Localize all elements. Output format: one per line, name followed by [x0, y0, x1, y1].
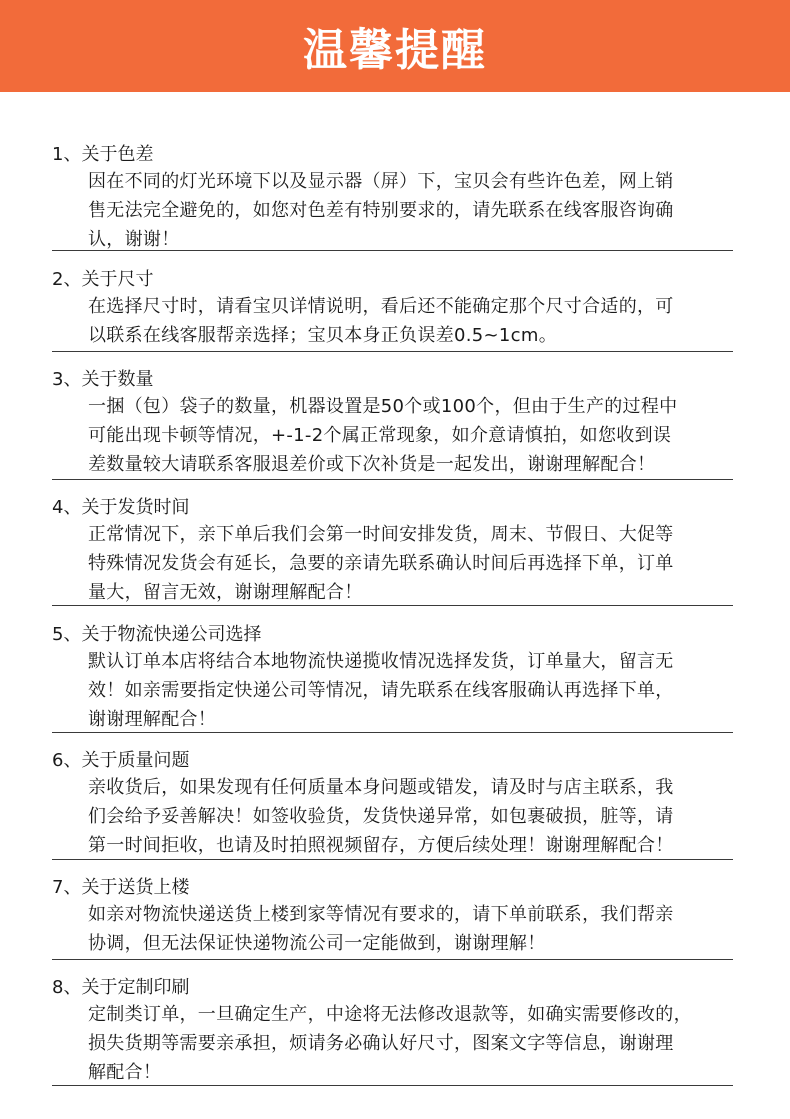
- notice-line: 损失货期等需要亲承担，烦请务必确认好尺寸，图案文字等信息，谢谢理: [88, 1033, 674, 1054]
- notice-line: 第一时间拒收，也请及时拍照视频留存，方便后续处理！谢谢理解配合！: [88, 835, 674, 856]
- page-title: 温馨提醒: [303, 25, 487, 76]
- notice-line: 以联系在线客服帮亲选择；宝贝本身正负误差0.5~1cm。: [88, 325, 557, 346]
- notice-line: 解配合！: [88, 1062, 162, 1083]
- notice-shipping-time: [52, 496, 738, 607]
- notice-line: 谢谢理解配合！: [88, 709, 217, 730]
- notice-line: 量大，留言无效，谢谢理解配合！: [88, 582, 363, 603]
- notice-line: 如亲对物流快递送货上楼到家等情况有要求的，请下单前联系，我们帮亲: [88, 904, 674, 925]
- notice-body: [88, 167, 738, 254]
- notice-quality-issues: [52, 749, 738, 860]
- notice-line: 默认订单本店将结合本地物流快递揽收情况选择发货，订单量大，留言无: [88, 651, 674, 672]
- divider: [52, 859, 733, 860]
- notice-line: 亲收货后，如果发现有任何质量本身问题或错发，请及时与店主联系，我: [88, 777, 674, 798]
- divider: [52, 351, 733, 352]
- notice-body: [88, 773, 738, 860]
- notice-body: [88, 392, 738, 479]
- divider: [52, 732, 733, 733]
- notice-body: [88, 1000, 738, 1087]
- notice-heading: 6、关于质量问题: [52, 750, 190, 771]
- notice-list: [0, 92, 790, 1119]
- notice-line: 差数量较大请联系客服退差价或下次补货是一起发出，谢谢理解配合！: [88, 454, 656, 475]
- notice-heading: 3、关于数量: [52, 369, 154, 390]
- notice-line: 认，谢谢！: [88, 229, 180, 250]
- notice-line: 因在不同的灯光环境下以及显示器（屏）下，宝贝会有些许色差，网上销: [88, 171, 674, 192]
- notice-line: 正常情况下，亲下单后我们会第一时间安排发货，周末、节假日、大促等: [88, 524, 674, 545]
- notice-body: [88, 647, 738, 734]
- notice-custom-printing: [52, 976, 738, 1087]
- notice-line: 售无法完全避免的，如您对色差有特别要求的，请先联系在线客服咨询确: [88, 200, 674, 221]
- notice-line: 定制类订单，一旦确定生产，中途将无法修改退款等，如确实需要修改的，: [88, 1004, 692, 1025]
- notice-heading: 2、关于尺寸: [52, 269, 154, 290]
- notice-line: 特殊情况发货会有延长，急要的亲请先联系确认时间后再选择下单，订单: [88, 553, 674, 574]
- divider: [52, 479, 733, 480]
- notice-body: [88, 520, 738, 607]
- notice-size: [52, 268, 738, 350]
- divider: [52, 959, 733, 960]
- divider: [52, 1085, 733, 1086]
- header-banner: [0, 0, 790, 92]
- notice-line: 可能出现卡顿等情况，+-1-2个属正常现象，如介意请慎拍，如您收到误: [88, 425, 672, 446]
- notice-line: 们会给予妥善解决！如签收验货，发货快递异常，如包裹破损，脏等，请: [88, 806, 674, 827]
- notice-body: [88, 292, 738, 350]
- divider: [52, 250, 733, 251]
- notice-quantity: [52, 368, 738, 479]
- notice-line: 一捆（包）袋子的数量，机器设置是50个或100个，但由于生产的过程中: [88, 396, 678, 417]
- notice-upstairs-delivery: [52, 876, 738, 958]
- notice-heading: 7、关于送货上楼: [52, 877, 190, 898]
- notice-heading: 1、关于色差: [52, 144, 154, 165]
- notice-courier-choice: [52, 623, 738, 734]
- notice-line: 协调，但无法保证快递物流公司一定能做到，谢谢理解！: [88, 933, 546, 954]
- notice-heading: 5、关于物流快递公司选择: [52, 624, 262, 645]
- notice-body: [88, 900, 738, 958]
- notice-line: 效！如亲需要指定快递公司等情况，请先联系在线客服确认再选择下单，: [88, 680, 674, 701]
- notice-heading: 4、关于发货时间: [52, 497, 190, 518]
- notice-line: 在选择尺寸时，请看宝贝详情说明，看后还不能确定那个尺寸合适的，可: [88, 296, 674, 317]
- divider: [52, 605, 733, 606]
- notice-color-difference: [52, 143, 738, 254]
- notice-heading: 8、关于定制印刷: [52, 977, 190, 998]
